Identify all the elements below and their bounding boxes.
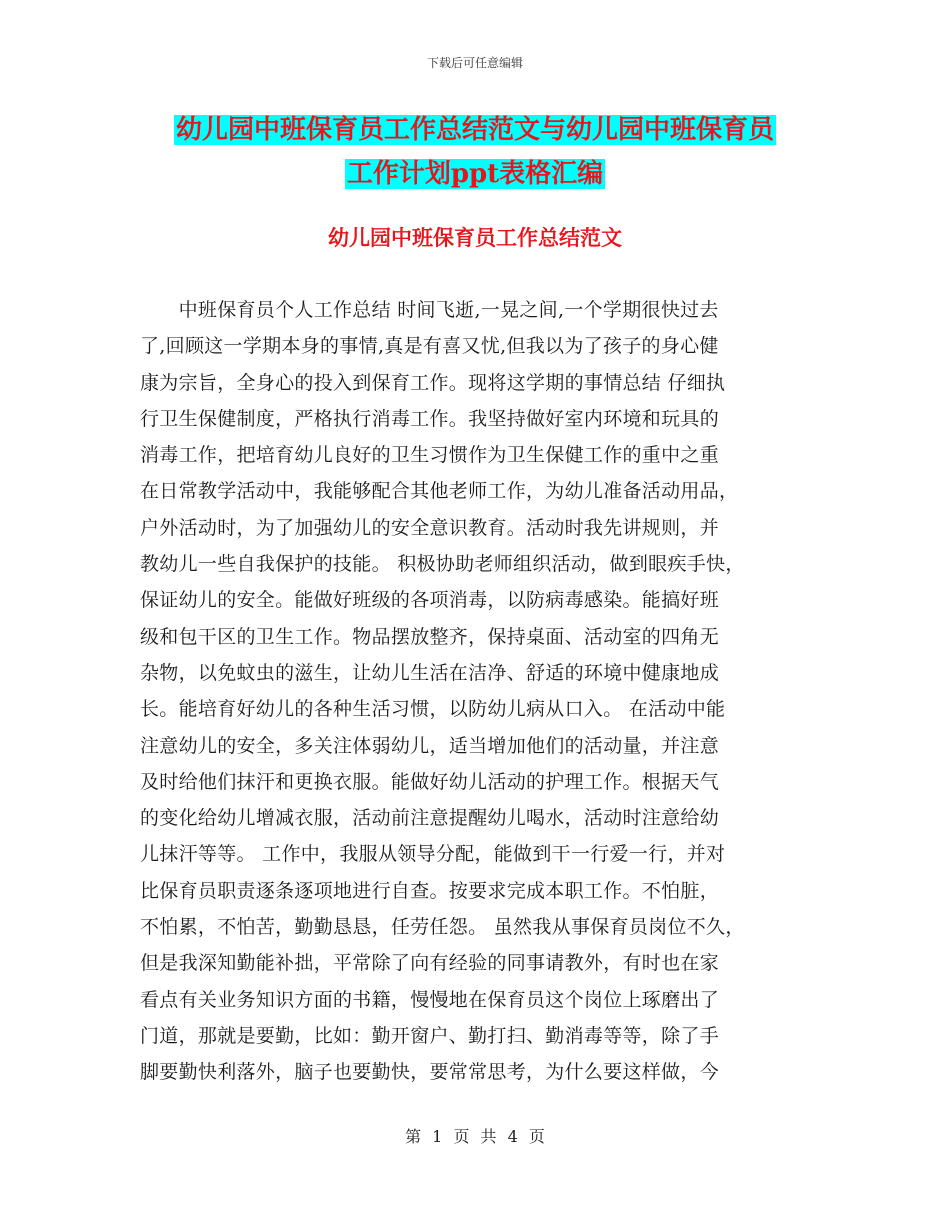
body-line: 教幼儿一些自我保护的技能。 积极协助老师组织活动，做到眼疾手快， [140, 553, 745, 576]
header-note: 下载后可任意编辑 [426, 56, 523, 70]
body-line: 在日常教学活动中，我能够配合其他老师工作，为幼儿准备活动用品， [140, 480, 739, 503]
title-line-1: 幼儿园中班保育员工作总结范文与幼儿园中班保育员 [175, 115, 774, 145]
section-title: 幼儿园中班保育员工作总结范文 [328, 225, 622, 250]
body-line: 脚要勤快利落外，脑子也要勤快，要常常思考，为什么要这样做，今 [140, 1061, 720, 1084]
body-line: 儿抹汗等等。 工作中，我服从领导分配，能做到干一行爱一行，并对 [140, 843, 726, 866]
body-line: 杂物，以免蚊虫的滋生，让幼儿生活在洁净、舒适的环境中健康地成 [140, 661, 720, 684]
body-line: 及时给他们抹汗和更换衣服。能做好幼儿活动的护理工作。根据天气 [140, 770, 720, 793]
body-line: 中班保育员个人工作总结 时间飞逝,一晃之间,一个学期很快过去 [140, 299, 719, 321]
body-line: 保证幼儿的安全。能做好班级的各项消毒，以防病毒感染。能搞好班 [140, 589, 720, 612]
body-line: 比保育员职责逐条逐项地进行自查。按要求完成本职工作。不怕脏， [140, 879, 720, 902]
body-line: 的变化给幼儿增减衣服，活动前注意提醒幼儿喝水，活动时注意给幼 [140, 807, 720, 830]
body-line: 长。能培育好幼儿的各种生活习惯，以防幼儿病从口入。 在活动中能 [140, 698, 726, 721]
body-line: 不怕累，不怕苦，勤勤恳恳，任劳任怨。 虽然我从事保育员岗位不久， [140, 916, 745, 939]
body-line: 级和包干区的卫生工作。物品摆放整齐，保持桌面、活动室的四角无 [140, 625, 720, 648]
body-line: 但是我深知勤能补拙，平常除了向有经验的同事请教外，有时也在家 [140, 952, 720, 975]
body-line: 看点有关业务知识方面的书籍，慢慢地在保育员这个岗位上琢磨出了 [140, 988, 720, 1011]
body-line: 了,回顾这一学期本身的事情,真是有喜又忧,但我以为了孩子的身心健 [140, 335, 719, 358]
title-line-2: 工作计划ppt表格汇编 [346, 159, 604, 189]
body-line: 注意幼儿的安全，多关注体弱幼儿，适当增加他们的活动量，并注意 [140, 734, 720, 757]
body-line: 户外活动时，为了加强幼儿的安全意识教育。活动时我先讲规则，并 [140, 516, 720, 539]
page-footer: 第 1 页 共 4 页 [405, 1127, 545, 1146]
body-line: 行卫生保健制度，严格执行消毒工作。我坚持做好室内环境和玩具的 [140, 407, 720, 430]
body-paragraph [140, 292, 812, 1091]
body-line: 康为宗旨，全身心的投入到保育工作。现将这学期的事情总结 仔细执 [140, 371, 726, 394]
body-line: 消毒工作，把培育幼儿良好的卫生习惯作为卫生保健工作的重中之重 [140, 444, 720, 467]
body-line: 门道，那就是要勤，比如：勤开窗户、勤打扫、勤消毒等等，除了手 [140, 1024, 720, 1047]
document-title [0, 108, 950, 196]
